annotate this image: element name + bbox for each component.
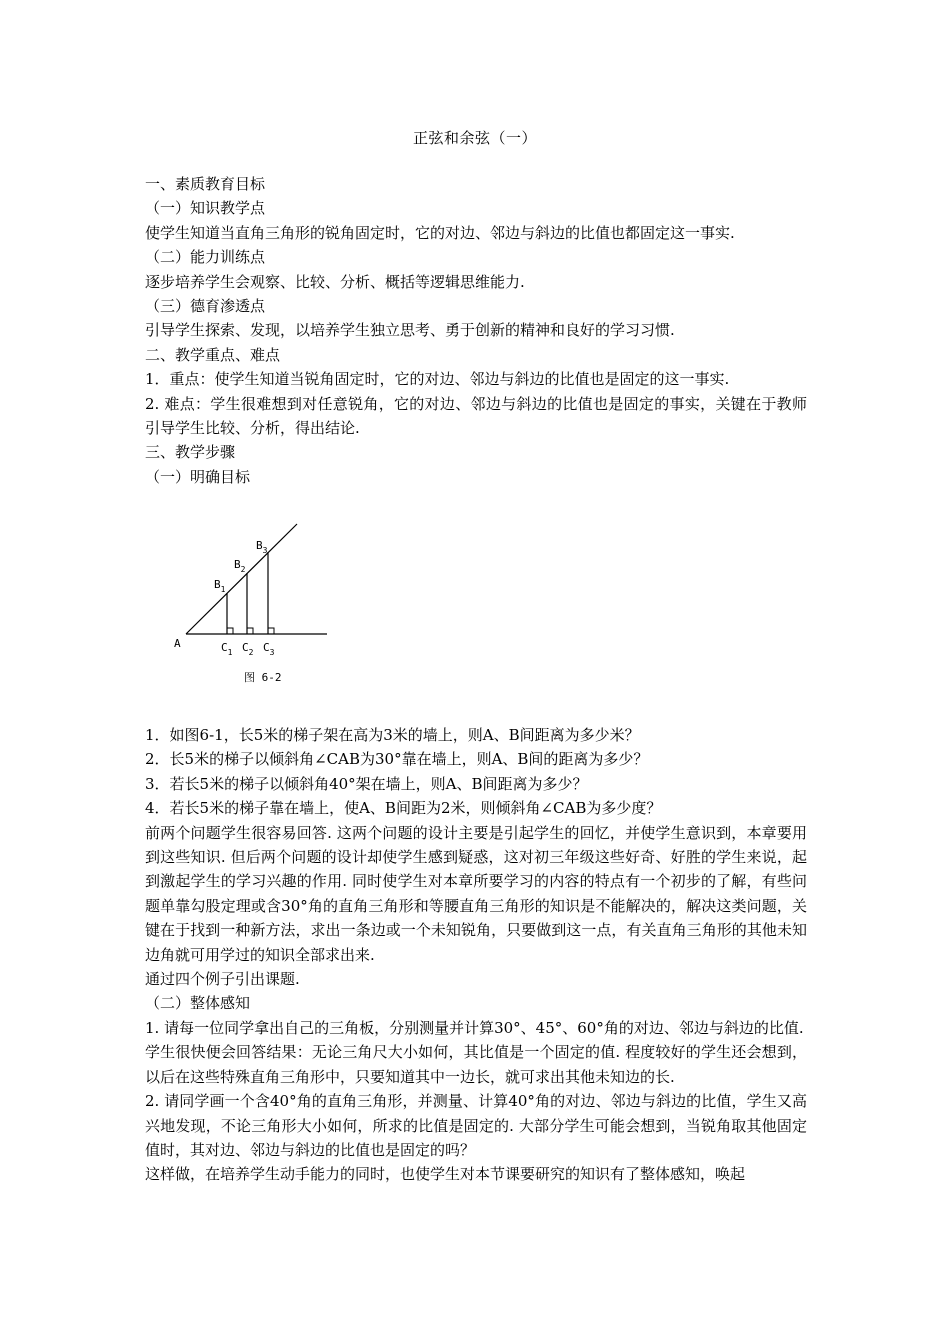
paragraph-conclusion-partial: 这样做，在培养学生动手能力的同时，也使学生对本节课要研究的知识有了整体感知，唤起 (145, 1165, 746, 1184)
label-b2: $B_2$ (234, 558, 246, 574)
paragraph-activity-2: 2. 请同学画一个含40°角的直角三角形，并测量、计算40°角的对边、邻边与斜边的比值，学生又高兴地发现，不论三角形大小如何，所求的比值是固定的. 大部分学生可能会想到，当锐角取其他固定值时，其对边、邻边与斜边的比值也是固定的吗？ (145, 1092, 807, 1159)
subheading-overall-perception: （二）整体感知 (145, 994, 251, 1013)
section-questions (145, 723, 807, 1187)
section-objectives (145, 172, 807, 489)
label-c1: $C_1$ (221, 641, 233, 657)
subheading-moral: （三）德育渗透点 (145, 297, 266, 316)
document-title: 正弦和余弦（一） (412, 129, 537, 147)
right-angle-mark-c3 (268, 628, 274, 634)
label-b1: $B_1$ (214, 578, 226, 594)
question-1: 1．如图6-1，长5米的梯子架在高为3米的墙上，则A、B间距离为多少米？ (145, 726, 640, 744)
heading-steps: 三、教学步骤 (145, 443, 236, 462)
label-a: A (174, 637, 181, 650)
paragraph-activity-1-result: 学生很快便会回答结果：无论三角尺大小如何，其比值是一个固定的值. 程度较好的学生还会想到，以后在这些特殊直角三角形中，只要知道其中一边长，就可求出其他未知边的长. (145, 1043, 807, 1086)
figure-caption: 图 6-2 (244, 671, 282, 684)
question-3: 3．若长5米的梯子以倾斜角40°架在墙上，则A、B间距离为多少？ (145, 774, 588, 793)
label-c2: $C_2$ (242, 641, 254, 657)
paragraph-knowledge: 使学生知道当直角三角形的锐角固定时，它的对边、邻边与斜边的比值也都固定这一事实. (145, 223, 735, 242)
paragraph-question-discussion: 前两个问题学生很容易回答. 这两个问题的设计主要是引起学生的回忆，并使学生意识到，本章要用到这些知识. 但后两个问题的设计却使学生感到疑惑，这对初三年级这些好奇、好胜的学生来说，起到激起学生的学习兴趣的作用. 同时使学生对本章所要学习的内容的特点有一个初步的了解，有些问题单靠勾股定理或含30°角的直角三角形和等腰直角三角形的知识是不能解决的，解决这类问题，关键在于找到一种新方法，求出一条边或一个未知锐角，只要做到这一点，有关直角三角形的其他未知边角就可用学过的知识全部求出来. (145, 823, 807, 964)
heading-objectives: 一、素质教育目标 (145, 175, 266, 193)
paragraph-difficulty: 2. 难点：学生很难想到对任意锐角，它的对边、邻边与斜边的比值也是固定的事实，关键在于教师引导学生比较、分析，得出结论. (145, 394, 807, 438)
paragraph-moral: 引导学生探索、发现，以培养学生独立思考、勇于创新的精神和良好的学习习惯. (145, 321, 675, 340)
right-angle-mark-c2 (247, 628, 253, 634)
label-b3: $B_3$ (256, 539, 268, 555)
paragraph-ability: 逐步培养学生会观察、比较、分析、概括等逻辑思维能力. (145, 272, 525, 291)
right-angle-mark-c1 (227, 628, 233, 634)
paragraph-key-point: 1．重点：使学生知道当锐角固定时，它的对边、邻边与斜边的比值也是固定的这一事实. (145, 370, 730, 389)
subheading-ability: （二）能力训练点 (145, 248, 266, 267)
question-4: 4．若长5米的梯子靠在墙上，使A、B间距为2米，则倾斜角∠CAB为多少度？ (145, 799, 662, 818)
hypotenuse-line (186, 524, 297, 634)
triangle-figure (160, 515, 360, 695)
triangle-diagram (160, 515, 360, 695)
label-c3: $C_3$ (263, 641, 275, 657)
subheading-knowledge: （一）知识教学点 (145, 199, 266, 218)
heading-key-points: 二、教学重点、难点 (145, 345, 281, 364)
question-2: 2．长5米的梯子以倾斜角∠CAB为30°靠在墙上，则A、B间的距离为多少？ (145, 750, 649, 769)
paragraph-activity-1: 1. 请每一位同学拿出自己的三角板，分别测量并计算30°、45°、60°角的对边、邻边与斜边的比值. (145, 1018, 804, 1037)
paragraph-introduce-topic: 通过四个例子引出课题. (145, 970, 300, 989)
subheading-clear-goals: （一）明确目标 (145, 467, 251, 486)
